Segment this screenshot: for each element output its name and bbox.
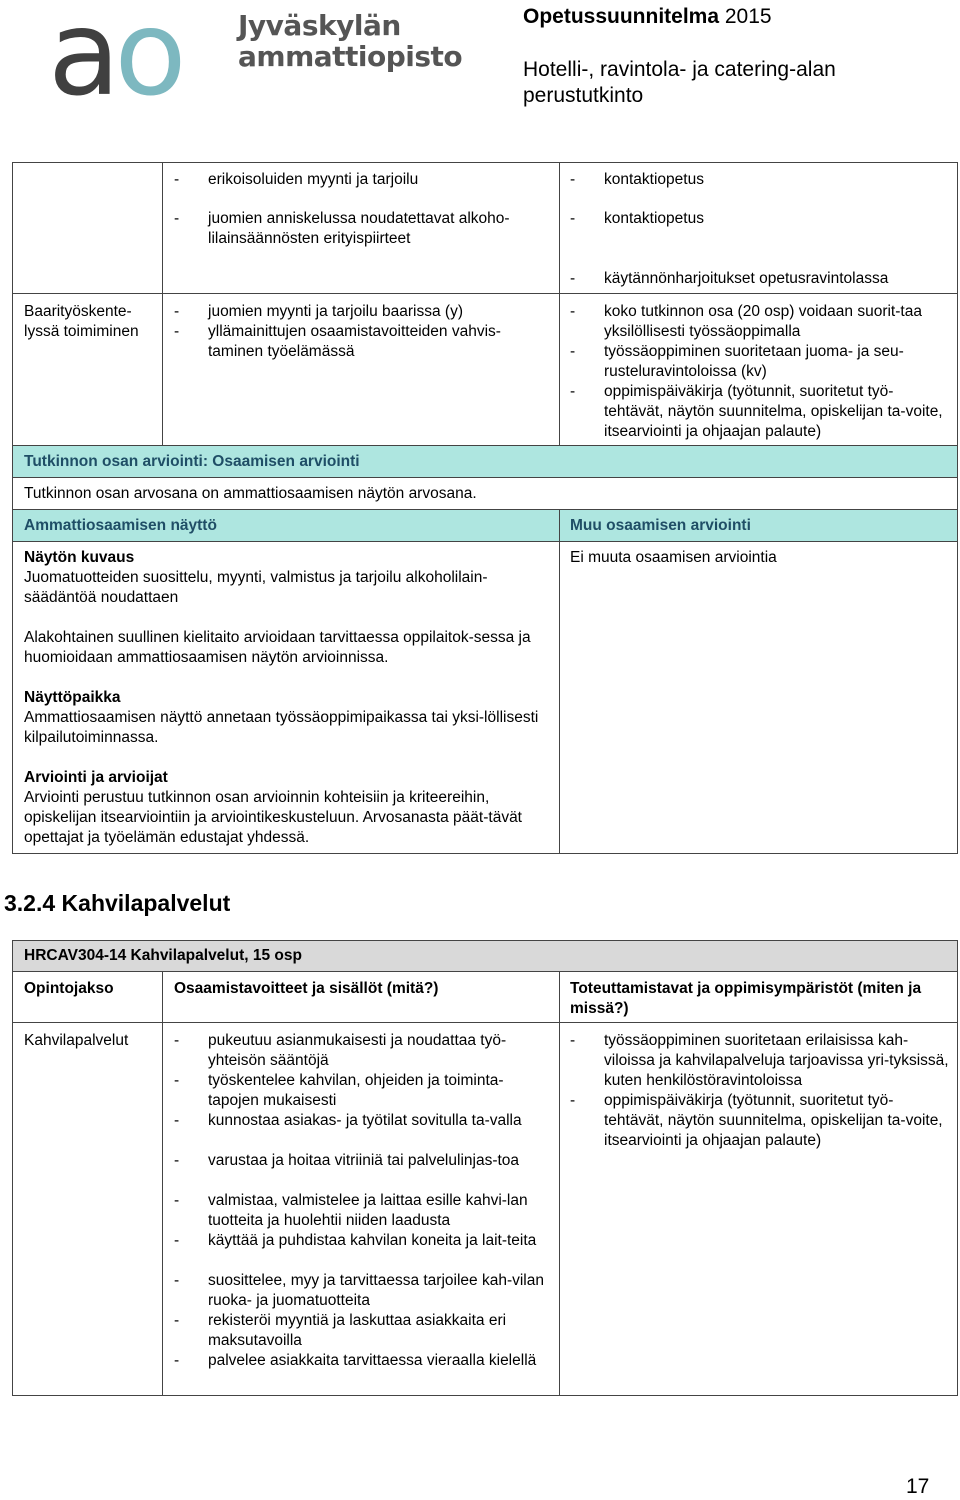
table2-title: HRCAV304-14 Kahvilapalvelut, 15 osp bbox=[24, 947, 302, 964]
document-subtitle: Hotelli-, ravintola- ja catering-alan perustutkinto bbox=[523, 58, 836, 107]
demo-heading: Ammattiosaamisen näyttö bbox=[24, 517, 217, 534]
assessors-heading: Arviointi ja arvioijat bbox=[24, 769, 168, 786]
page-number: 17 bbox=[906, 1475, 930, 1498]
logo-mark: ao bbox=[48, 0, 181, 122]
logo-name: Jyväskylän ammattiopisto bbox=[238, 9, 463, 73]
language-text: Alakohtainen suullinen kielitaito arvioidaan tarvittaessa oppilaitok-sessa ja huomioidaan ammattiosaamisen näytön arvioinnissa. bbox=[24, 629, 531, 666]
other-assessment-text: Ei muuta osaamisen arviointia bbox=[570, 549, 777, 566]
other-assessment-heading: Muu osaamisen arviointi bbox=[570, 517, 751, 534]
unit-table-1 bbox=[12, 162, 958, 854]
demo-desc-text: Juomatuotteiden suosittelu, myynti, valmistus ja tarjoilu alkoholilain-säädäntöä noudattaen bbox=[24, 569, 488, 606]
assessors-text: Arviointi perustuu tutkinnon osan arvioinnin kohteisiin ja kriteereihin, opiskelijan itsearviointiin ja arviointikeskusteluun. Arvosanasta päät-tävät opettajat ja työelämän edustajat yhdessä. bbox=[24, 789, 522, 846]
demo-desc-heading: Näytön kuvaus bbox=[24, 549, 135, 566]
column-header: Toteuttamistavat ja oppimisympäristöt (miten ja missä?) bbox=[570, 980, 922, 1017]
column-header: Osaamistavoitteet ja sisällöt (mitä?) bbox=[174, 980, 439, 997]
unit-name: Baarityöskente-lyssä toimiminen bbox=[24, 303, 139, 340]
column-header: Opintojakso bbox=[24, 980, 114, 997]
place-heading: Näyttöpaikka bbox=[24, 689, 121, 706]
section-heading: 3.2.4 Kahvilapalvelut bbox=[4, 890, 231, 916]
document-title: Opetussuunnitelma 2015 bbox=[523, 5, 772, 28]
assessment-heading: Tutkinnon osan arviointi: Osaamisen arviointi bbox=[24, 453, 360, 470]
grade-text: Tutkinnon osan arvosana on ammattiosaamisen näytön arvosana. bbox=[24, 485, 477, 502]
place-text: Ammattiosaamisen näyttö annetaan työssäoppimipaikassa tai yksi-löllisesti kilpailutoiminnassa. bbox=[24, 709, 539, 746]
unit-name: Kahvilapalvelut bbox=[24, 1032, 129, 1049]
